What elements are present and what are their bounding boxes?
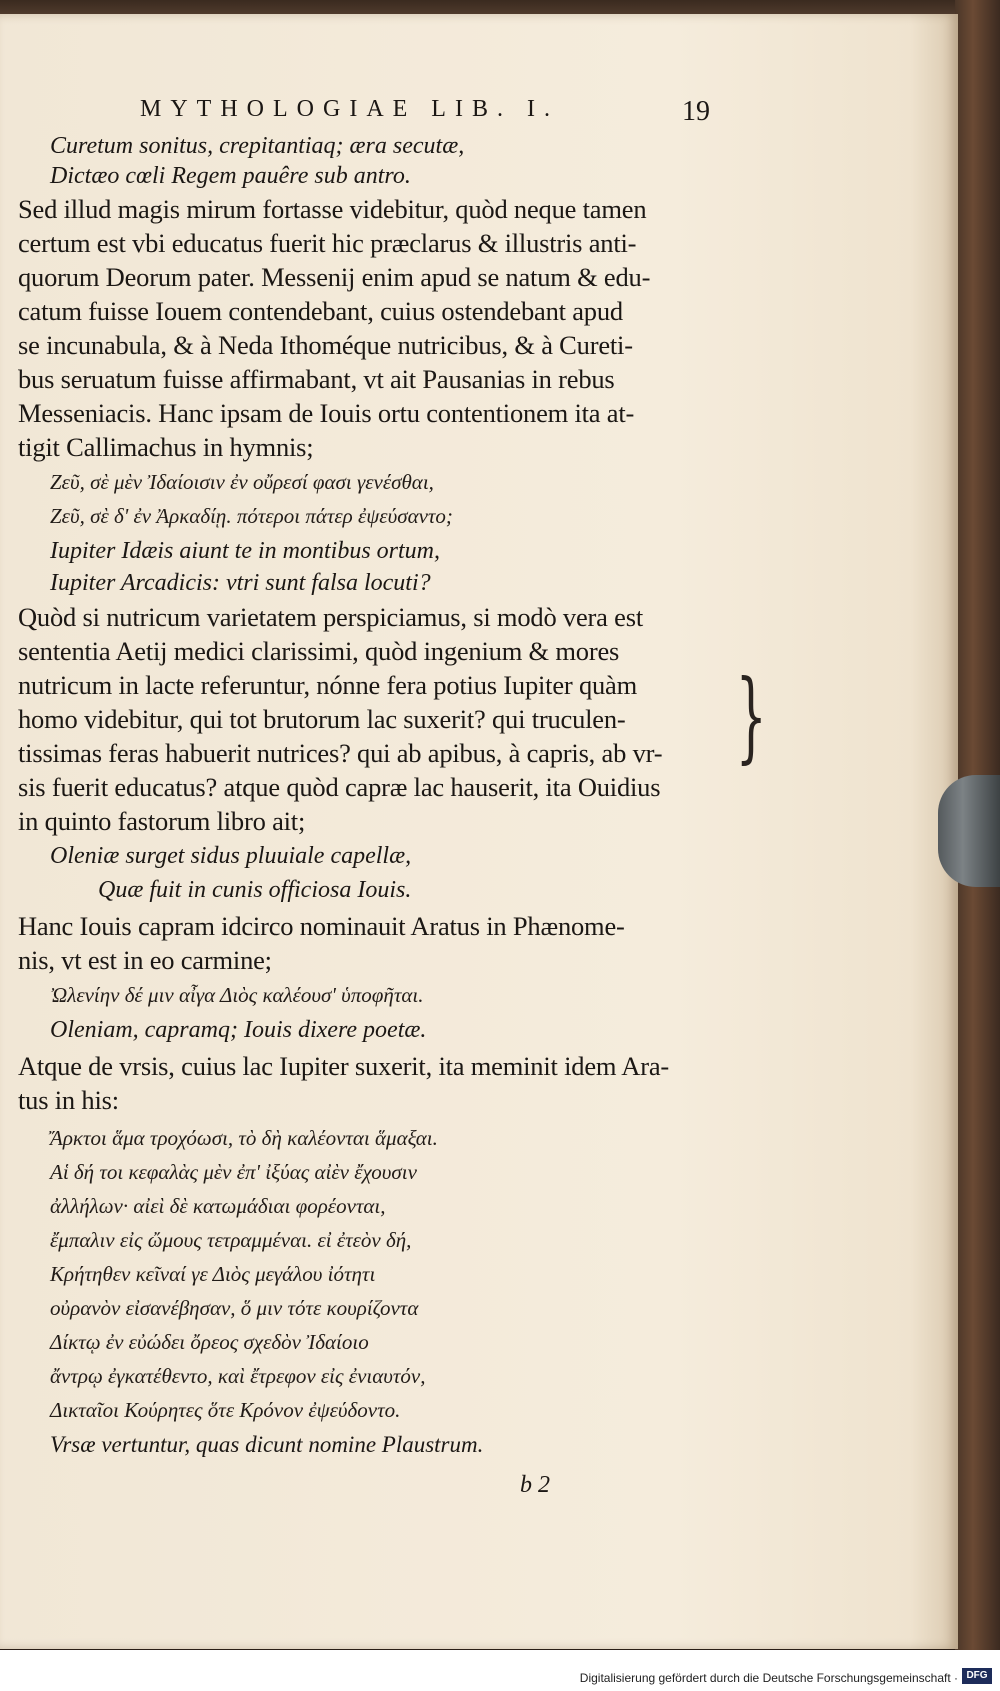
greek-verse-line: οὐρανὸν εἰσανέβησαν, ὅ μιν τότε κουρίζοντα [50, 1296, 419, 1320]
greek-verse-line: Ζεῦ, σὲ δ' ἐν Ἀρκαδίῃ. πότεροι πάτερ ἐψεύσαντο; [50, 504, 453, 528]
greek-verse-line: ἄντρῳ ἐγκατέθεντο, καὶ ἔτρεφον εἰς ἐνιαυτόν, [50, 1364, 426, 1388]
text-line: nis, vt est in eo carmine; [18, 945, 272, 975]
text-line: se incunabula, & à Neda Ithoméque nutricibus, & à Cureti- [18, 330, 633, 360]
greek-verse-line: Κρήτηθεν κεῖναί γε Διὸς μεγάλου ἰότητι [50, 1262, 376, 1286]
margin-bracket: } [735, 660, 767, 774]
greek-verse-line: ἔμπαλιν εἰς ὤμους τετραμμέναι. εἰ ἐτεὸν δή, [50, 1228, 412, 1252]
text-line: tus in his: [18, 1085, 119, 1115]
greek-verse-line: Ἄρκτοι ἅμα τροχόωσι, τὸ δὴ καλέονται ἅμαξαι. [50, 1126, 438, 1150]
greek-verse-line: Δικταῖοι Κούρητες ὅτε Κρόνον ἐψεύδοντο. [50, 1398, 401, 1422]
text-line: Messeniacis. Hanc ipsam de Iouis ortu contentionem ita at- [18, 398, 635, 428]
text-line: quorum Deorum pater. Messenij enim apud se natum & edu- [18, 262, 651, 292]
greek-verse-line: ἀλλήλων· αἰεὶ δὲ κατωμάδιαι φορέονται, [50, 1194, 386, 1218]
page-clip [938, 775, 1000, 887]
verse-line: Vrsæ vertuntur, quas dicunt nomine Plaustrum. [50, 1432, 484, 1457]
text-line: sis fuerit educatus? atque quòd capræ lac hauserit, ita Ouidius [18, 772, 661, 802]
text-line: homo videbitur, qui tot brutorum lac suxerit? qui truculen- [18, 704, 626, 734]
text-line: tissimas feras habuerit nutrices? qui ab apibus, à capris, ab vr- [18, 738, 663, 768]
text-line: certum est vbi educatus fuerit hic præclarus & illustris anti- [18, 228, 637, 258]
greek-verse-line: Αἱ δή τοι κεφαλὰς μὲν ἐπ' ἰξύας αἰὲν ἔχουσιν [50, 1160, 417, 1184]
greek-verse-line: Ὠλενίην δέ μιν αἶγα Διὸς καλέουσ' ὑποφῆται. [50, 983, 424, 1007]
text-line: Atque de vrsis, cuius lac Iupiter suxerit, ita meminit idem Ara- [18, 1051, 670, 1081]
verse-line: Iupiter Arcadicis: vtri sunt falsa locuti? [50, 570, 431, 596]
signature-mark: b 2 [520, 1472, 550, 1498]
verse-line: Iupiter Idæis aiunt te in montibus ortum, [50, 538, 440, 564]
text-line: tigit Callimachus in hymnis; [18, 432, 314, 462]
verse-line: Oleniæ surget sidus pluuiale capellæ, [50, 843, 412, 869]
running-head: MYTHOLOGIAE LIB. I. [140, 96, 559, 122]
text-line: Sed illud magis mirum fortasse videbitur, quòd neque tamen [18, 194, 647, 224]
text-line: Quòd si nutricum varietatem perspiciamus, si modò vera est [18, 602, 643, 632]
footer-credit: Digitalisierung gefördert durch die Deutsche Forschungsgemeinschaft · [579, 1671, 958, 1685]
text-line: in quinto fastorum libro ait; [18, 806, 306, 836]
dfg-logo: DFG [962, 1668, 992, 1684]
verse-line: Quæ fuit in cunis officiosa Iouis. [98, 877, 412, 903]
text-line: Hanc Iouis capram idcirco nominauit Aratus in Phænome- [18, 911, 625, 941]
verse-line: Dictæo cœli Regem pauêre sub antro. [50, 163, 411, 189]
greek-verse-line: Δίκτῳ ἐν εὐώδει ὄρεος σχεδὸν Ἰδαίοιο [50, 1330, 369, 1354]
page-number: 19 [682, 96, 710, 127]
text-line: sententia Aetij medici clarissimi, quòd ingenium & mores [18, 636, 620, 666]
text-line: catum fuisse Iouem contendebant, cuius ostendebant apud [18, 296, 623, 326]
verse-line: Curetum sonitus, crepitantiaq; æra secutæ, [50, 133, 465, 159]
greek-verse-line: Ζεῦ, σὲ μὲν Ἰδαίοισιν ἐν οὔρεσί φασι γενέσθαι, [50, 470, 434, 494]
text-line: bus seruatum fuisse affirmabant, vt ait Pausanias in rebus [18, 364, 615, 394]
verse-line: Oleniam, capramq; Iouis dixere poetæ. [50, 1017, 427, 1043]
text-line: nutricum in lacte referuntur, nónne fera potius Iupiter quàm [18, 670, 638, 700]
